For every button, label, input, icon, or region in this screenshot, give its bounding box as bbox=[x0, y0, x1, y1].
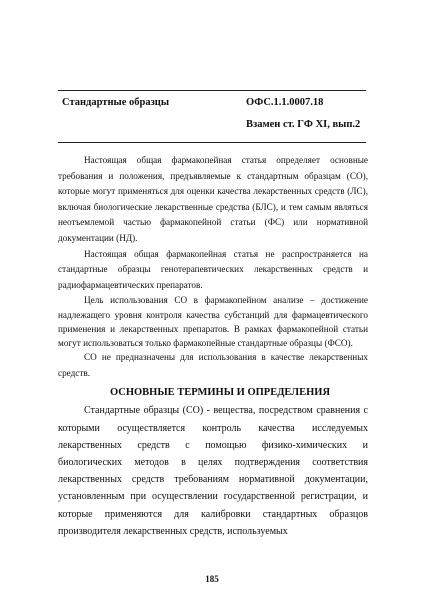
paragraph-definition: Стандартные образцы (СО) - вещества, посредством сравнения с которыми осуществляется контроль качества исследуемых лекарственных средств с помощью физико-химических и биологических методов в целях подтверждения соответствия лекарственных средств требованиям нормативной документации, установленным при осуществлении государственной регистрации, и которые применяются для калибровки стандартных образцов производителя лекарственных средств, используемых bbox=[58, 405, 368, 537]
paragraph-scope: Настоящая общая фармакопейная статья определяет основные требования и положения, предъявляемые к стандартным образцам (СО), которые могут применяться для оценки качества лекарственных средств (ЛС), включая биологические лекарственные средства (БЛС), и тем самым являться неотъемлемой частью фармакопейной статьи (ФС) или нормативной документации (НД). bbox=[58, 155, 368, 243]
paragraph-not-medicines: СО не предназначены для использования в качестве лекарственных средств. bbox=[58, 352, 368, 378]
section-title: ОСНОВНЫЕ ТЕРМИНЫ И ОПРЕДЕЛЕНИЯ bbox=[109, 387, 331, 399]
paragraph-purpose: Цель использования СО в фармакопейном анализе – достижение надлежащего уровня контроля качества субстанций для фармацевтического применения и лекарственных препаратов. В рамках фармакопейной статьи могут использоваться только фармакопейные стандартные образцы (ФСО). bbox=[58, 295, 368, 348]
paragraph-exclusions: Настоящая общая фармакопейная статья не распространяется на стандартные образцы генотерапевтических лекарственных средств и радиофармацевтических препаратов. bbox=[58, 248, 368, 290]
document-code: ОФС.1.1.0007.18 bbox=[246, 97, 324, 108]
header-bottom-rule bbox=[58, 142, 366, 143]
document-body bbox=[58, 153, 368, 540]
page-number: 185 bbox=[205, 574, 219, 584]
document-replaces: Взамен ст. ГФ XI, вып.2 bbox=[246, 119, 361, 130]
header-top-rule bbox=[58, 90, 366, 91]
document-title: Стандартные образцы bbox=[62, 97, 170, 108]
